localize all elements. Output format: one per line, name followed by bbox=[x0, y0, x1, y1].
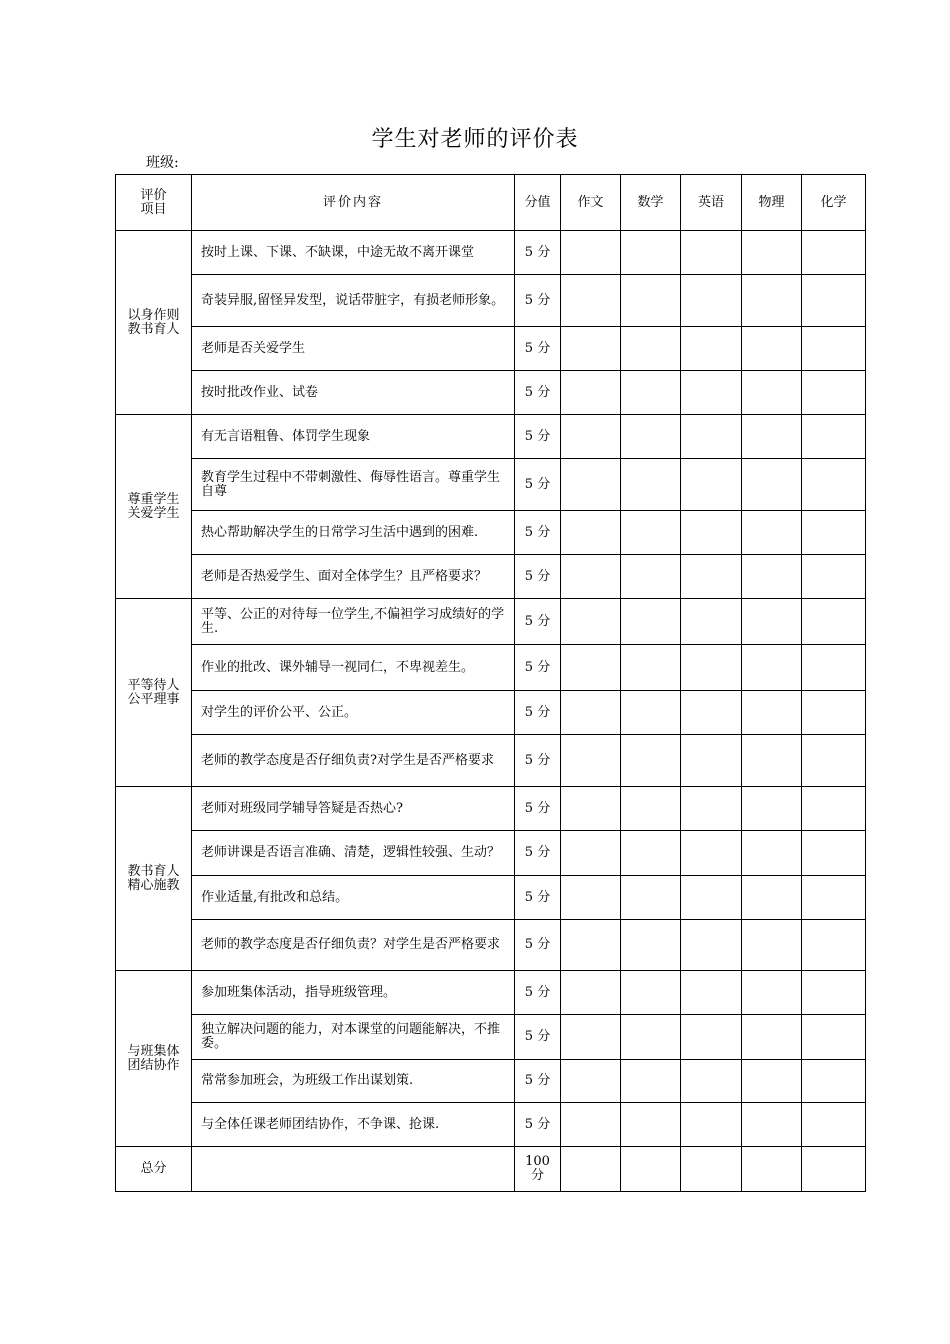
rating-cell[interactable] bbox=[742, 415, 802, 459]
header-score: 分值 bbox=[515, 175, 561, 231]
item-score: 5 分 bbox=[515, 555, 561, 599]
rating-cell[interactable] bbox=[621, 735, 681, 787]
category-cell: 平等待人 公平理事 bbox=[116, 599, 192, 787]
item-text: 对学生的评价公平、公正。 bbox=[192, 691, 515, 735]
rating-cell[interactable] bbox=[742, 327, 802, 371]
rating-cell[interactable] bbox=[802, 1103, 866, 1147]
rating-cell[interactable] bbox=[561, 831, 621, 876]
rating-cell[interactable] bbox=[802, 787, 866, 831]
rating-cell[interactable] bbox=[621, 645, 681, 691]
item-text: 奇装异服,留怪异发型，说话带脏字，有损老师形象。 bbox=[192, 275, 515, 327]
rating-cell[interactable] bbox=[742, 971, 802, 1015]
rating-cell[interactable] bbox=[681, 327, 742, 371]
table-row bbox=[116, 275, 866, 327]
rating-cell[interactable] bbox=[742, 231, 802, 275]
rating-cell[interactable] bbox=[561, 231, 621, 275]
rating-cell[interactable] bbox=[621, 327, 681, 371]
rating-cell[interactable] bbox=[802, 691, 866, 735]
rating-cell[interactable] bbox=[681, 1015, 742, 1060]
rating-cell[interactable] bbox=[681, 645, 742, 691]
rating-cell[interactable] bbox=[561, 1015, 621, 1060]
item-score: 5 分 bbox=[515, 691, 561, 735]
header-category: 评价 项目 bbox=[116, 175, 192, 231]
rating-cell[interactable] bbox=[742, 599, 802, 645]
rating-cell[interactable] bbox=[561, 876, 621, 920]
class-label: 班级: bbox=[146, 155, 179, 171]
rating-cell[interactable] bbox=[802, 735, 866, 787]
rating-cell[interactable] bbox=[681, 1060, 742, 1103]
rating-cell[interactable] bbox=[621, 275, 681, 327]
item-text: 常常参加班会，为班级工作出谋划策. bbox=[192, 1060, 515, 1103]
item-text: 独立解决问题的能力，对本课堂的问题能解决，不推委。 bbox=[192, 1015, 515, 1060]
header-subject-english: 英语 bbox=[681, 175, 742, 231]
rating-cell[interactable] bbox=[742, 275, 802, 327]
rating-cell[interactable] bbox=[561, 371, 621, 415]
rating-cell[interactable] bbox=[802, 275, 866, 327]
rating-cell[interactable] bbox=[742, 831, 802, 876]
item-score: 5 分 bbox=[515, 275, 561, 327]
total-rating-cell[interactable] bbox=[742, 1147, 802, 1192]
rating-cell[interactable] bbox=[681, 275, 742, 327]
rating-cell[interactable] bbox=[742, 876, 802, 920]
table-row bbox=[116, 971, 866, 1015]
rating-cell[interactable] bbox=[681, 415, 742, 459]
total-rating-cell[interactable] bbox=[621, 1147, 681, 1192]
rating-cell[interactable] bbox=[802, 831, 866, 876]
rating-cell[interactable] bbox=[621, 371, 681, 415]
item-score: 5 分 bbox=[515, 920, 561, 971]
rating-cell[interactable] bbox=[681, 691, 742, 735]
rating-cell[interactable] bbox=[802, 876, 866, 920]
table-row bbox=[116, 459, 866, 511]
rating-cell[interactable] bbox=[742, 920, 802, 971]
table-row bbox=[116, 876, 866, 920]
header-subject-physics: 物理 bbox=[742, 175, 802, 231]
rating-cell[interactable] bbox=[802, 555, 866, 599]
rating-cell[interactable] bbox=[561, 645, 621, 691]
rating-cell[interactable] bbox=[681, 920, 742, 971]
rating-cell[interactable] bbox=[621, 231, 681, 275]
rating-cell[interactable] bbox=[621, 1060, 681, 1103]
rating-cell[interactable] bbox=[742, 691, 802, 735]
page-title: 学生对老师的评价表 bbox=[371, 127, 579, 152]
category-cell: 尊重学生 关爱学生 bbox=[116, 415, 192, 599]
rating-cell[interactable] bbox=[802, 231, 866, 275]
table-row bbox=[116, 1060, 866, 1103]
header-subject-composition: 作文 bbox=[561, 175, 621, 231]
rating-cell[interactable] bbox=[681, 459, 742, 511]
rating-cell[interactable] bbox=[621, 920, 681, 971]
item-score: 5 分 bbox=[515, 1103, 561, 1147]
rating-cell[interactable] bbox=[802, 371, 866, 415]
item-text: 有无言语粗鲁、体罚学生现象 bbox=[192, 415, 515, 459]
item-score: 5 分 bbox=[515, 831, 561, 876]
rating-cell[interactable] bbox=[681, 735, 742, 787]
item-score: 5 分 bbox=[515, 971, 561, 1015]
rating-cell[interactable] bbox=[621, 787, 681, 831]
rating-cell[interactable] bbox=[802, 1015, 866, 1060]
item-score: 5 分 bbox=[515, 511, 561, 555]
rating-cell[interactable] bbox=[681, 831, 742, 876]
item-score: 5 分 bbox=[515, 327, 561, 371]
item-text: 老师对班级同学辅导答疑是否热心? bbox=[192, 787, 515, 831]
total-score: 100 分 bbox=[515, 1147, 561, 1192]
item-text: 热心帮助解决学生的日常学习生活中遇到的困难. bbox=[192, 511, 515, 555]
rating-cell[interactable] bbox=[742, 1103, 802, 1147]
rating-cell[interactable] bbox=[742, 459, 802, 511]
rating-cell[interactable] bbox=[681, 371, 742, 415]
table-row bbox=[116, 327, 866, 371]
item-text: 平等、公正的对待每一位学生,不偏袒学习成绩好的学生. bbox=[192, 599, 515, 645]
rating-cell[interactable] bbox=[681, 876, 742, 920]
table-row bbox=[116, 735, 866, 787]
total-label: 总分 bbox=[116, 1147, 192, 1192]
item-text: 老师的教学态度是否仔细负责？对学生是否严格要求 bbox=[192, 920, 515, 971]
rating-cell[interactable] bbox=[621, 599, 681, 645]
item-score: 5 分 bbox=[515, 415, 561, 459]
header-subject-chemistry: 化学 bbox=[802, 175, 866, 231]
rating-cell[interactable] bbox=[742, 555, 802, 599]
rating-cell[interactable] bbox=[802, 327, 866, 371]
item-text: 作业的批改、课外辅导一视同仁，不卑视差生。 bbox=[192, 645, 515, 691]
table-row bbox=[116, 599, 866, 645]
rating-cell[interactable] bbox=[742, 787, 802, 831]
table-row bbox=[116, 371, 866, 415]
rating-cell[interactable] bbox=[561, 971, 621, 1015]
table-row bbox=[116, 511, 866, 555]
rating-cell[interactable] bbox=[621, 1015, 681, 1060]
item-text: 按时上课、下课、不缺课，中途无故不离开课堂 bbox=[192, 231, 515, 275]
item-score: 5 分 bbox=[515, 1060, 561, 1103]
item-text: 老师是否热爱学生、面对全体学生？且严格要求？ bbox=[192, 555, 515, 599]
item-score: 5 分 bbox=[515, 459, 561, 511]
item-text: 老师的教学态度是否仔细负责?对学生是否严格要求 bbox=[192, 735, 515, 787]
rating-cell[interactable] bbox=[621, 415, 681, 459]
rating-cell[interactable] bbox=[561, 555, 621, 599]
rating-cell[interactable] bbox=[561, 1103, 621, 1147]
header-row bbox=[116, 175, 866, 231]
rating-cell[interactable] bbox=[561, 599, 621, 645]
rating-cell[interactable] bbox=[742, 1060, 802, 1103]
rating-cell[interactable] bbox=[561, 511, 621, 555]
rating-cell[interactable] bbox=[621, 459, 681, 511]
rating-cell[interactable] bbox=[742, 1015, 802, 1060]
total-rating-cell[interactable] bbox=[802, 1147, 866, 1192]
item-text: 与全体任课老师团结协作，不争课、抢课. bbox=[192, 1103, 515, 1147]
rating-cell[interactable] bbox=[802, 511, 866, 555]
rating-cell[interactable] bbox=[621, 691, 681, 735]
rating-cell[interactable] bbox=[561, 1060, 621, 1103]
item-text: 按时批改作业、试卷 bbox=[192, 371, 515, 415]
rating-cell[interactable] bbox=[802, 645, 866, 691]
category-cell: 教书育人 精心施教 bbox=[116, 787, 192, 971]
item-score: 5 分 bbox=[515, 371, 561, 415]
header-content: 评价内容 bbox=[192, 175, 515, 231]
rating-cell[interactable] bbox=[561, 920, 621, 971]
item-text: 作业适量,有批改和总结。 bbox=[192, 876, 515, 920]
total-rating-cell[interactable] bbox=[681, 1147, 742, 1192]
item-text: 老师讲课是否语言准确、清楚，逻辑性较强、生动？ bbox=[192, 831, 515, 876]
table-row bbox=[116, 231, 866, 275]
table-row bbox=[116, 920, 866, 971]
rating-cell[interactable] bbox=[621, 831, 681, 876]
rating-cell[interactable] bbox=[561, 275, 621, 327]
table-row bbox=[116, 787, 866, 831]
table-row bbox=[116, 415, 866, 459]
total-content-cell bbox=[192, 1147, 515, 1192]
rating-cell[interactable] bbox=[561, 691, 621, 735]
item-score: 5 分 bbox=[515, 645, 561, 691]
category-cell: 与班集体 团结协作 bbox=[116, 971, 192, 1147]
rating-cell[interactable] bbox=[802, 1060, 866, 1103]
rating-cell[interactable] bbox=[561, 787, 621, 831]
table-row bbox=[116, 555, 866, 599]
rating-cell[interactable] bbox=[561, 327, 621, 371]
item-text: 参加班集体活动，指导班级管理。 bbox=[192, 971, 515, 1015]
rating-cell[interactable] bbox=[742, 735, 802, 787]
item-score: 5 分 bbox=[515, 876, 561, 920]
rating-cell[interactable] bbox=[621, 1103, 681, 1147]
header-subject-math: 数学 bbox=[621, 175, 681, 231]
table-row bbox=[116, 1103, 866, 1147]
rating-cell[interactable] bbox=[681, 787, 742, 831]
item-score: 5 分 bbox=[515, 231, 561, 275]
item-score: 5 分 bbox=[515, 735, 561, 787]
table-row bbox=[116, 1015, 866, 1060]
evaluation-table bbox=[115, 174, 866, 1192]
rating-cell[interactable] bbox=[561, 459, 621, 511]
item-score: 5 分 bbox=[515, 787, 561, 831]
rating-cell[interactable] bbox=[621, 511, 681, 555]
rating-cell[interactable] bbox=[621, 876, 681, 920]
rating-cell[interactable] bbox=[681, 555, 742, 599]
rating-cell[interactable] bbox=[742, 645, 802, 691]
total-rating-cell[interactable] bbox=[561, 1147, 621, 1192]
rating-cell[interactable] bbox=[742, 511, 802, 555]
rating-cell[interactable] bbox=[681, 511, 742, 555]
rating-cell[interactable] bbox=[742, 371, 802, 415]
rating-cell[interactable] bbox=[802, 415, 866, 459]
rating-cell[interactable] bbox=[621, 971, 681, 1015]
rating-cell[interactable] bbox=[802, 459, 866, 511]
rating-cell[interactable] bbox=[681, 971, 742, 1015]
rating-cell[interactable] bbox=[681, 1103, 742, 1147]
category-cell: 以身作则 教书育人 bbox=[116, 231, 192, 415]
item-text: 教育学生过程中不带刺激性、侮辱性语言。尊重学生自尊 bbox=[192, 459, 515, 511]
rating-cell[interactable] bbox=[802, 971, 866, 1015]
table-row bbox=[116, 691, 866, 735]
total-row bbox=[116, 1147, 866, 1192]
rating-cell[interactable] bbox=[802, 920, 866, 971]
item-score: 5 分 bbox=[515, 599, 561, 645]
item-text: 老师是否关爱学生 bbox=[192, 327, 515, 371]
table-row bbox=[116, 831, 866, 876]
rating-cell[interactable] bbox=[681, 599, 742, 645]
rating-cell[interactable] bbox=[681, 231, 742, 275]
table-row bbox=[116, 645, 866, 691]
rating-cell[interactable] bbox=[802, 599, 866, 645]
item-score: 5 分 bbox=[515, 1015, 561, 1060]
rating-cell[interactable] bbox=[561, 415, 621, 459]
rating-cell[interactable] bbox=[621, 555, 681, 599]
rating-cell[interactable] bbox=[561, 735, 621, 787]
